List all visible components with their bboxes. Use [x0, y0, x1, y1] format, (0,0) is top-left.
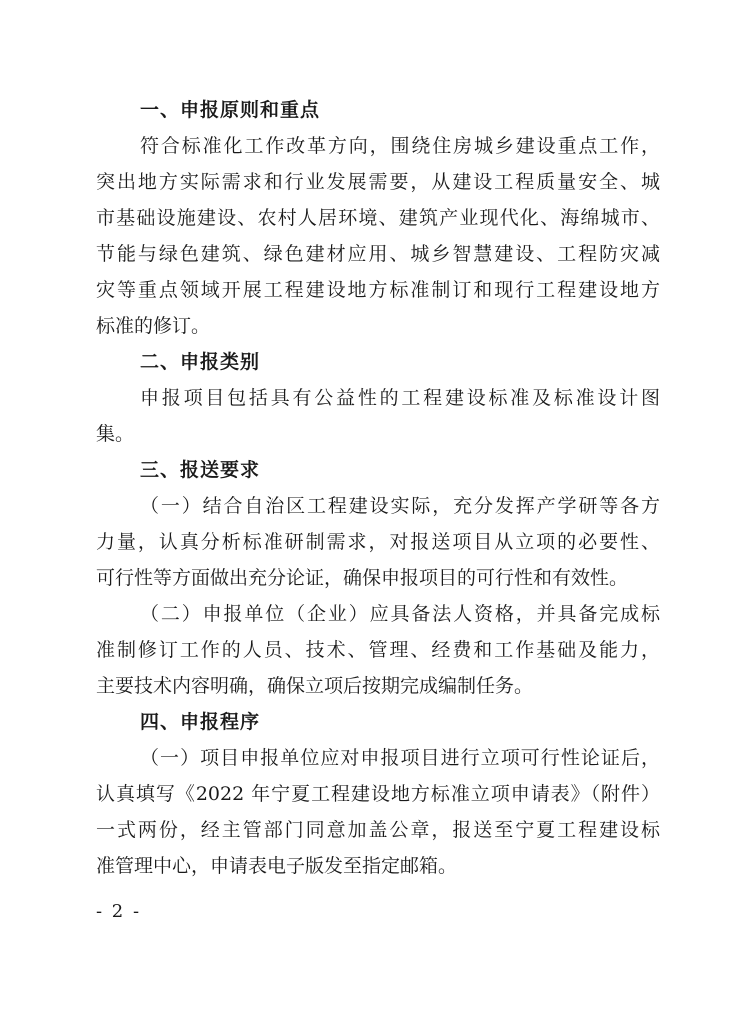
text-line: 标准的修订。 — [96, 315, 211, 337]
paragraph — [96, 380, 660, 452]
section-heading: 一、申报原则和重点 — [140, 99, 321, 121]
text-line: （一）项目申报单位应对申报项目进行立项可行性论证后， — [140, 747, 660, 769]
text-line: 集。 — [96, 423, 135, 445]
section-heading: 三、报送要求 — [140, 459, 261, 481]
paragraph — [96, 128, 660, 344]
text-line: （二）申报单位（企业）应具备法人资格，并具备完成标 — [140, 603, 660, 625]
paragraph — [96, 488, 660, 596]
text-line: 节能与绿色建筑、绿色建材应用、城乡智慧建设、工程防灾减 — [96, 243, 660, 265]
section-heading: 四、申报程序 — [140, 711, 261, 733]
text-line: 符合标准化工作改革方向，围绕住房城乡建设重点工作， — [140, 135, 660, 157]
text-line: 主要技术内容明确，确保立项后按期完成编制任务。 — [96, 675, 534, 697]
text-line: 突出地方实际需求和行业发展需要，从建设工程质量安全、城 — [96, 171, 660, 193]
text-line: （一）结合自治区工程建设实际，充分发挥产学研等各方 — [140, 495, 660, 517]
document-page — [96, 92, 660, 884]
text-line: 申报项目包括具有公益性的工程建设标准及标准设计图 — [140, 387, 660, 409]
paragraph — [96, 596, 660, 704]
text-line: 准制修订工作的人员、技术、管理、经费和工作基础及能力， — [96, 639, 660, 661]
page-number: - 2 - — [96, 901, 142, 922]
text-line: 力量，认真分析标准研制需求，对报送项目从立项的必要性、 — [96, 531, 660, 553]
text-line: 一式两份，经主管部门同意加盖公章，报送至宁夏工程建设标 — [96, 819, 660, 841]
text-line: 市基础设施建设、农村人居环境、建筑产业现代化、海绵城市、 — [96, 207, 660, 229]
section-heading: 二、申报类别 — [140, 351, 261, 373]
paragraph — [96, 740, 660, 884]
text-line: 准管理中心，申请表电子版发至指定邮箱。 — [96, 855, 458, 877]
text-line: 灾等重点领域开展工程建设地方标准制订和现行工程建设地方 — [96, 279, 660, 301]
text-line: 可行性等方面做出充分论证，确保申报项目的可行性和有效性。 — [96, 567, 629, 589]
text-line: 认真填写《2022 年宁夏工程建设地方标准立项申请表》（附件） — [96, 783, 660, 805]
